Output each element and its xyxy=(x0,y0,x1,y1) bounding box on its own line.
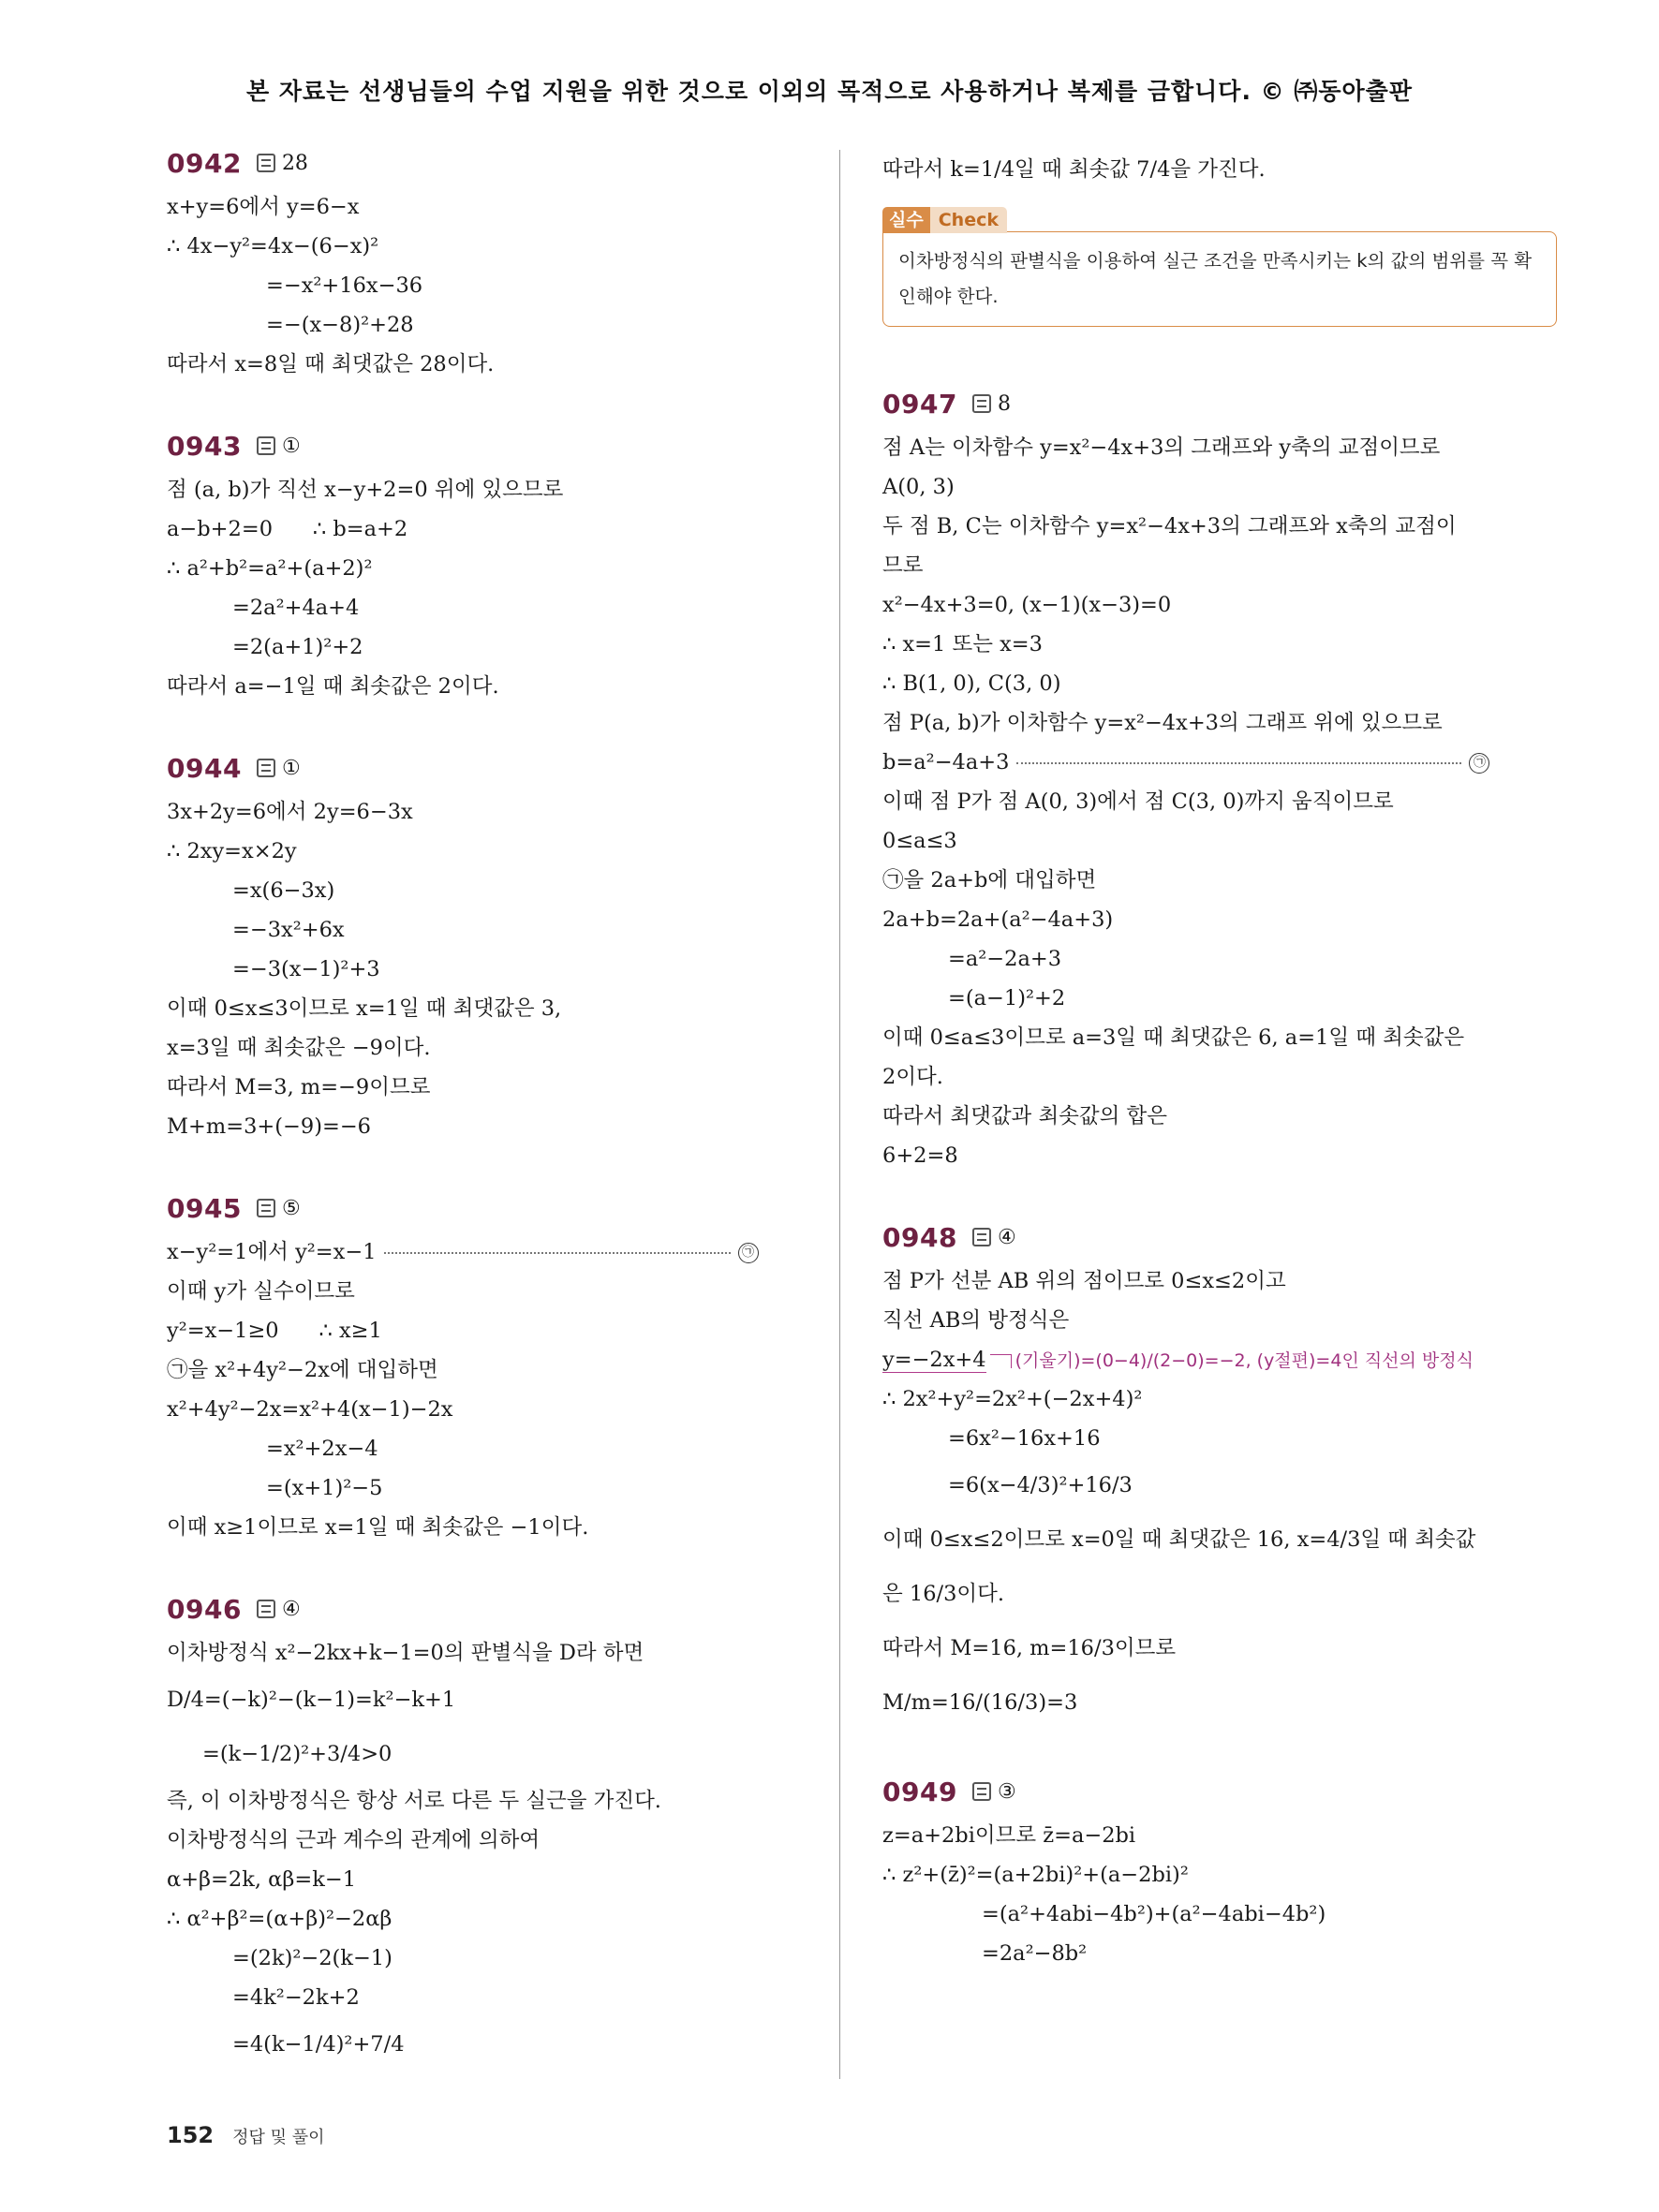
solution-line xyxy=(882,743,1557,782)
solution-line: 므로 xyxy=(882,553,924,578)
solution-line: 즉, 이 이차방정식은 항상 서로 다른 두 실근을 가진다. xyxy=(167,1789,661,1813)
marker-circle: ㉠ xyxy=(738,1243,759,1263)
solution-line: 이때 점 P가 점 A(0, 3)에서 점 C(3, 0)까지 움직이므로 xyxy=(882,789,1394,814)
solution-line: 점 P(a, b)가 이차함수 y=x²−4x+3의 그래프 위에 있으므로 xyxy=(882,711,1443,735)
answer-icon xyxy=(257,436,275,455)
annotation-note: (기울기)=(0−4)/(2−0)=−2, (y절편)=4인 직선의 방정식 xyxy=(1015,1350,1474,1371)
solution-line: M/m=16/(16/3)=3 xyxy=(882,1690,1078,1715)
solution-line: x=3일 때 최솟값은 −9이다. xyxy=(167,1036,431,1060)
solution-line: 따라서 M=16, m=16/3이므로 xyxy=(882,1636,1177,1660)
solution-line: a−b+2=0 ∴ b=a+2 xyxy=(167,517,408,541)
copyright-banner: 본 자료는 선생님들의 수업 지원을 위한 것으로 이외의 목적으로 사용하거나 복제를 금합니다. © ㈜동아출판 xyxy=(246,78,1413,105)
solution-line: =−(x−8)²+28 xyxy=(266,313,414,337)
solution-line: 6+2=8 xyxy=(882,1143,958,1168)
solution-line: =2a²−8b² xyxy=(982,1941,1088,1966)
answer-icon xyxy=(257,759,275,777)
solution-line: ∴ z²+(z̄)²=(a+2bi)²+(a−2bi)² xyxy=(882,1863,1189,1887)
solution-line: z=a+2bi이므로 z̄=a−2bi xyxy=(882,1823,1136,1848)
page-number: 152 xyxy=(167,2122,215,2148)
solution-text: x−y²=1에서 y²=x−1 xyxy=(167,1240,377,1264)
solution-line: =x(6−3x) xyxy=(232,878,335,903)
answer: ① xyxy=(281,756,301,780)
solution-line: =a²−2a+3 xyxy=(948,947,1062,971)
solution-line: =x²+2x−4 xyxy=(266,1437,378,1461)
solution-line: 따라서 최댓값과 최솟값의 합은 xyxy=(882,1104,1168,1128)
solution-line: ∴ B(1, 0), C(3, 0) xyxy=(882,671,1061,696)
solution-line: 이때 0≤x≤3이므로 x=1일 때 최댓값은 3, xyxy=(167,996,562,1021)
solution-line: 2이다. xyxy=(882,1065,943,1089)
answer-icon xyxy=(972,1782,991,1801)
solution-line: 2a+b=2a+(a²−4a+3) xyxy=(882,907,1114,932)
solution-line: =(x+1)²−5 xyxy=(266,1476,383,1500)
solution-line: 이때 0≤a≤3이므로 a=3일 때 최댓값은 6, a=1일 때 최솟값은 xyxy=(882,1025,1465,1050)
problem-0948 xyxy=(882,1217,1557,1730)
solution-line: ㉠을 2a+b에 대입하면 xyxy=(882,868,1097,892)
solution-text: b=a²−4a+3 xyxy=(882,750,1010,774)
problem-number: 0949 xyxy=(882,1776,957,1807)
check-tag: 실수 xyxy=(882,207,930,233)
solution-line: M+m=3+(−9)=−6 xyxy=(167,1114,371,1139)
check-title: Check xyxy=(930,207,1007,233)
check-tab xyxy=(882,206,1007,231)
solution-line xyxy=(167,1232,841,1272)
answer-icon xyxy=(257,1199,275,1217)
solution-line: α+β=2k, αβ=k−1 xyxy=(167,1867,357,1892)
solution-line: ∴ α²+β²=(α+β)²−2αβ xyxy=(167,1907,393,1931)
solution-line: ∴ x=1 또는 x=3 xyxy=(882,632,1043,656)
solution-line: D/4=(−k)²−(k−1)=k²−k+1 xyxy=(167,1688,456,1712)
solution-line: =4(k−1/4)²+7/4 xyxy=(232,2032,405,2057)
solution-line: ∴ a²+b²=a²+(a+2)² xyxy=(167,556,373,581)
answer: ① xyxy=(281,434,301,458)
solution-line: =6(x−4/3)²+16/3 xyxy=(948,1473,1133,1497)
problem-number: 0947 xyxy=(882,388,957,420)
marker-circle: ㉠ xyxy=(1469,753,1489,774)
solution-line: 따라서 M=3, m=−9이므로 xyxy=(167,1075,431,1099)
problem-0949 xyxy=(882,1771,1557,1973)
answer-icon xyxy=(972,394,991,413)
dotted-leader xyxy=(384,1252,731,1254)
dotted-leader xyxy=(1016,762,1461,764)
problem-number: 0942 xyxy=(167,147,242,179)
answer: ④ xyxy=(997,1225,1016,1249)
solution-line: 3x+2y=6에서 2y=6−3x xyxy=(167,800,413,824)
left-column xyxy=(167,142,841,2113)
solution-line: ∴ 2xy=x×2y xyxy=(167,839,297,863)
problem-0947 xyxy=(882,383,1557,1175)
problem-0942 xyxy=(167,142,841,384)
problem-number: 0948 xyxy=(882,1221,957,1253)
answer-icon xyxy=(972,1228,991,1246)
solution-line: ∴ 4x−y²=4x−(6−x)² xyxy=(167,234,379,258)
check-box: 이차방정식의 판별식을 이용하여 실근 조건을 만족시키는 k의 값의 범위를 꼭 확인해야 한다. xyxy=(882,231,1557,327)
answer: ⑤ xyxy=(281,1196,301,1220)
solution-line: ∴ 2x²+y²=2x²+(−2x+4)² xyxy=(882,1387,1143,1411)
right-column xyxy=(882,142,1557,2014)
problem-number: 0945 xyxy=(167,1192,242,1224)
solution-line: =(a²+4abi−4b²)+(a²−4abi−4b²) xyxy=(982,1902,1326,1926)
solution-line: 점 (a, b)가 직선 x−y+2=0 위에 있으므로 xyxy=(167,478,564,502)
answer: 8 xyxy=(997,391,1011,416)
solution-line: 이차방정식의 근과 계수의 관계에 의하여 xyxy=(167,1828,541,1852)
answer-icon xyxy=(257,1600,275,1618)
solution-line: A(0, 3) xyxy=(882,475,955,499)
solution-line: 따라서 a=−1일 때 최솟값은 2이다. xyxy=(167,674,499,699)
problem-number: 0946 xyxy=(167,1593,242,1625)
answer: ③ xyxy=(997,1779,1016,1804)
solution-line: =(k−1/2)²+3/4>0 xyxy=(202,1742,393,1766)
solution-line: =(2k)²−2(k−1) xyxy=(232,1946,393,1970)
solution-line: =2a²+4a+4 xyxy=(232,596,360,620)
solution-line: 이때 y가 실수이므로 xyxy=(167,1279,355,1304)
problem-0943 xyxy=(167,425,841,706)
problem-number: 0944 xyxy=(167,752,242,784)
answer: 28 xyxy=(281,151,308,175)
solution-line: x²−4x+3=0, (x−1)(x−3)=0 xyxy=(882,593,1172,617)
solution-line: x+y=6에서 y=6−x xyxy=(167,195,360,219)
solution-line: 0≤a≤3 xyxy=(882,829,957,853)
solution-line: x²+4y²−2x=x²+4(x−1)−2x xyxy=(167,1397,453,1422)
solution-line: =4k²−2k+2 xyxy=(232,1985,360,2010)
problem-number: 0943 xyxy=(167,430,242,462)
problem-0945 xyxy=(167,1187,841,1547)
solution-line: ㉠을 x²+4y²−2x에 대입하면 xyxy=(167,1358,438,1382)
problem-0944 xyxy=(167,747,841,1146)
solution-line: 이때 x≥1이므로 x=1일 때 최솟값은 −1이다. xyxy=(167,1515,589,1540)
solution-line xyxy=(882,1340,1557,1379)
solution-line: =−3x²+6x xyxy=(232,918,345,942)
solution-line: =2(a+1)²+2 xyxy=(232,635,363,659)
solution-line: =−x²+16x−36 xyxy=(266,273,423,298)
solution-line: 따라서 x=8일 때 최댓값은 28이다. xyxy=(167,352,495,376)
solution-line: 직선 AB의 방정식은 xyxy=(882,1308,1070,1333)
solution-line: 이때 0≤x≤2이므로 x=0일 때 최댓값은 16, x=4/3일 때 최솟값 xyxy=(882,1527,1476,1552)
solution-line: 이차방정식 x²−2kx+k−1=0의 판별식을 D라 하면 xyxy=(167,1641,644,1665)
solution-line: 은 16/3이다. xyxy=(882,1582,1005,1606)
solution-line: 따라서 k=1/4일 때 최솟값 7/4을 가진다. xyxy=(882,157,1266,182)
answer: ④ xyxy=(281,1597,301,1621)
solution-line: 점 P가 선분 AB 위의 점이므로 0≤x≤2이고 xyxy=(882,1269,1286,1293)
page-footer xyxy=(167,2122,325,2148)
answer-icon xyxy=(257,154,275,172)
solution-line: y²=x−1≥0 ∴ x≥1 xyxy=(167,1319,382,1343)
problem-0946 xyxy=(167,1588,841,2072)
annotation-arrow xyxy=(990,1354,1012,1368)
solution-line: =−3(x−1)²+3 xyxy=(232,957,380,981)
solution-line: =(a−1)²+2 xyxy=(948,986,1066,1010)
solution-line: =6x²−16x+16 xyxy=(948,1426,1101,1451)
line-equation: y=−2x+4 xyxy=(882,1348,986,1372)
footer-label: 정답 및 풀이 xyxy=(232,2128,325,2147)
solution-line: 점 A는 이차함수 y=x²−4x+3의 그래프와 y축의 교점이므로 xyxy=(882,435,1441,460)
solution-line: 두 점 B, C는 이차함수 y=x²−4x+3의 그래프와 x축의 교점이 xyxy=(882,514,1457,538)
